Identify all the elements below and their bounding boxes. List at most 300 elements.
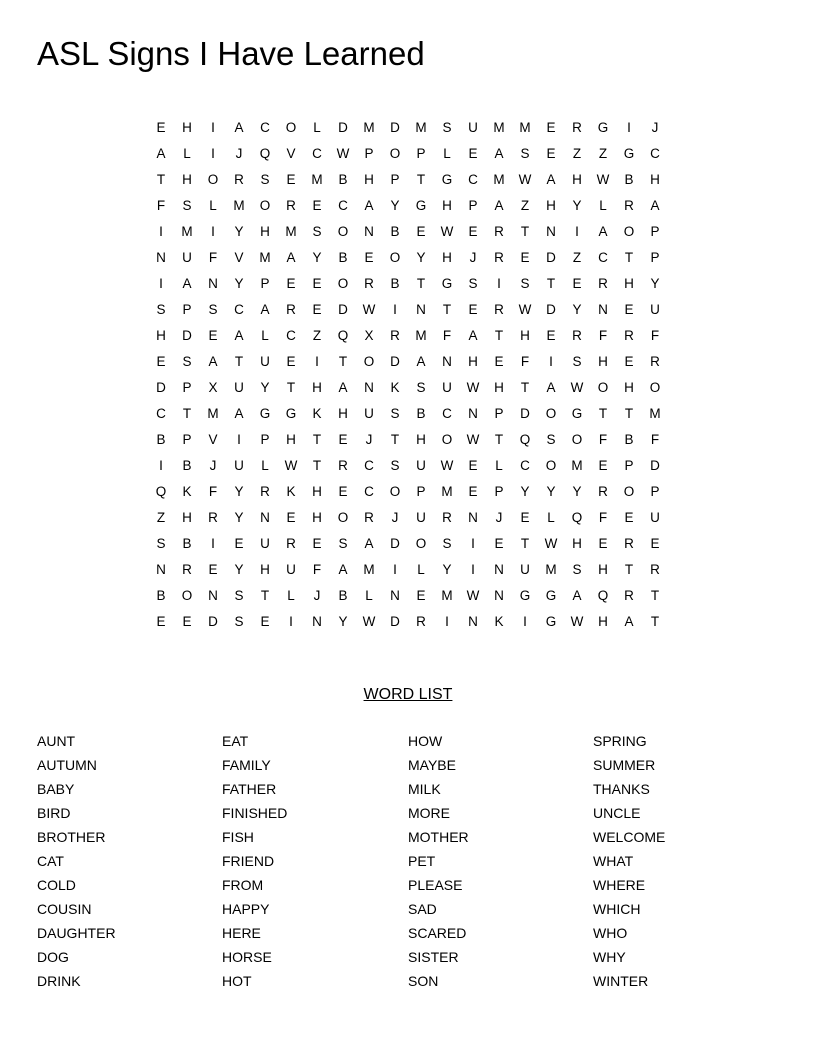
grid-letter: H (598, 614, 608, 629)
grid-letter: J (495, 510, 503, 525)
grid-letter: J (313, 588, 321, 603)
grid-letter: I (393, 302, 397, 317)
grid-letter: Q (519, 432, 531, 447)
grid-letter: E (624, 510, 634, 525)
grid-letter: E (416, 588, 426, 603)
grid-letter: D (520, 406, 530, 421)
grid-letter: N (598, 302, 608, 317)
grid-letter: Y (234, 562, 244, 577)
grid-letter: O (389, 250, 401, 265)
grid-letter: E (624, 354, 634, 369)
word-list-item: PET (408, 853, 436, 869)
grid-letter: O (545, 406, 557, 421)
grid-letter: A (598, 224, 608, 239)
grid-letter: R (182, 562, 192, 577)
word-list-item: SON (408, 973, 439, 989)
grid-letter: N (364, 380, 374, 395)
grid-letter: B (624, 172, 634, 187)
grid-letter: S (416, 380, 426, 395)
grid-letter: E (546, 120, 556, 135)
word-list-item: HORSE (222, 949, 272, 965)
grid-letter: F (598, 432, 608, 447)
grid-letter: D (338, 302, 348, 317)
grid-letter: F (156, 198, 166, 213)
grid-letter: I (211, 146, 215, 161)
grid-letter: H (442, 198, 452, 213)
grid-letter: N (468, 614, 478, 629)
grid-letter: T (624, 562, 634, 577)
grid-letter: R (390, 328, 400, 343)
grid-letter: R (234, 172, 244, 187)
grid-letter: A (182, 276, 192, 291)
grid-letter: I (159, 276, 163, 291)
grid-letter: L (287, 588, 295, 603)
grid-letter: R (650, 562, 660, 577)
word-list-item: FAMILY (222, 757, 271, 773)
grid-letter: H (312, 380, 322, 395)
grid-letter: H (182, 172, 192, 187)
grid-letter: H (598, 562, 608, 577)
grid-letter: Q (571, 510, 583, 525)
grid-letter: D (390, 614, 400, 629)
grid-letter: I (211, 224, 215, 239)
grid-letter: D (390, 536, 400, 551)
word-list-heading: WORD LIST (363, 686, 453, 703)
grid-letter: R (364, 510, 374, 525)
grid-letter: O (259, 198, 271, 213)
grid-letter: M (181, 224, 193, 239)
grid-letter: P (260, 276, 270, 291)
word-list-item: BABY (37, 781, 75, 797)
grid-letter: H (624, 276, 634, 291)
grid-letter: M (363, 120, 375, 135)
word-list-item: SCARED (408, 925, 467, 941)
word-list-item: WHO (593, 925, 628, 941)
grid-letter: W (336, 146, 350, 161)
grid-letter: B (338, 588, 348, 603)
grid-letter: S (468, 276, 478, 291)
grid-letter: I (159, 458, 163, 473)
grid-letter: V (286, 146, 296, 161)
grid-letter: S (182, 198, 192, 213)
grid-letter: W (518, 172, 532, 187)
grid-letter: Z (312, 328, 322, 343)
grid-letter: U (286, 562, 296, 577)
grid-letter: U (234, 458, 244, 473)
grid-letter: T (520, 224, 530, 239)
grid-letter: T (312, 432, 322, 447)
grid-letter: R (260, 484, 270, 499)
grid-letter: S (520, 276, 530, 291)
grid-letter: R (624, 588, 634, 603)
word-list-item: MORE (408, 805, 450, 821)
grid-letter: Y (416, 250, 426, 265)
grid-letter: N (312, 614, 322, 629)
grid-letter: Y (390, 198, 400, 213)
word-list-item: BIRD (37, 805, 71, 821)
grid-letter: B (390, 276, 400, 291)
word-list-item: SPRING (593, 733, 647, 749)
grid-letter: A (234, 328, 244, 343)
grid-letter: R (494, 250, 504, 265)
grid-letter: Z (572, 146, 582, 161)
grid-letter: E (468, 458, 478, 473)
grid-letter: P (650, 484, 660, 499)
grid-letter: X (364, 328, 374, 343)
grid-letter: T (650, 614, 660, 629)
grid-letter: I (627, 120, 631, 135)
grid-letter: D (156, 380, 166, 395)
grid-letter: E (338, 432, 348, 447)
grid-letter: B (156, 588, 166, 603)
word-list-item: SISTER (408, 949, 459, 965)
word-list-item: HOW (408, 733, 443, 749)
word-list-item: WHAT (593, 853, 634, 869)
grid-letter: R (208, 510, 218, 525)
grid-letter: N (156, 250, 166, 265)
grid-letter: N (208, 588, 218, 603)
grid-letter: E (208, 562, 218, 577)
grid-letter: E (208, 328, 218, 343)
grid-letter: Y (572, 484, 582, 499)
grid-letter: T (286, 380, 296, 395)
grid-letter: P (182, 380, 192, 395)
grid-letter: H (494, 380, 504, 395)
word-list-item: EAT (222, 733, 249, 749)
grid-letter: T (494, 432, 504, 447)
grid-letter: I (471, 536, 475, 551)
grid-letter: W (466, 380, 480, 395)
grid-letter: Z (572, 250, 582, 265)
grid-letter: I (393, 562, 397, 577)
grid-letter: E (312, 276, 322, 291)
grid-letter: R (624, 328, 634, 343)
grid-letter: S (442, 120, 452, 135)
grid-letter: A (338, 380, 348, 395)
grid-letter: E (468, 224, 478, 239)
grid-letter: U (234, 380, 244, 395)
grid-letter: N (156, 562, 166, 577)
grid-letter: G (441, 276, 453, 291)
grid-letter: R (598, 484, 608, 499)
grid-letter: Q (155, 484, 167, 499)
grid-letter: O (389, 146, 401, 161)
word-list-item: FINISHED (222, 805, 288, 821)
grid-letter: G (441, 172, 453, 187)
word-list-item: WINTER (593, 973, 649, 989)
grid-letter: P (650, 224, 660, 239)
grid-letter: N (208, 276, 218, 291)
grid-letter: I (315, 354, 319, 369)
grid-letter: M (493, 120, 505, 135)
grid-letter: M (415, 328, 427, 343)
grid-letter: I (211, 536, 215, 551)
grid-letter: H (312, 484, 322, 499)
word-list-item: COLD (37, 877, 76, 893)
grid-letter: M (415, 120, 427, 135)
grid-letter: F (442, 328, 452, 343)
grid-letter: H (520, 328, 530, 343)
grid-letter: T (234, 354, 244, 369)
grid-letter: W (570, 614, 584, 629)
grid-letter: F (312, 562, 322, 577)
grid-letter: O (363, 354, 375, 369)
word-list-item: AUNT (37, 733, 76, 749)
grid-letter: P (390, 172, 400, 187)
grid-letter: O (597, 380, 609, 395)
grid-letter: H (338, 406, 348, 421)
grid-letter: X (208, 380, 218, 395)
grid-letter: L (365, 588, 373, 603)
grid-letter: G (415, 198, 427, 213)
grid-letter: L (547, 510, 555, 525)
grid-letter: R (338, 458, 348, 473)
grid-letter: N (468, 406, 478, 421)
grid-letter: T (624, 406, 634, 421)
grid-letter: S (546, 432, 556, 447)
grid-letter: E (156, 120, 166, 135)
grid-letter: O (545, 458, 557, 473)
grid-letter: S (520, 146, 530, 161)
grid-letter: D (182, 328, 192, 343)
word-list-item: MAYBE (408, 757, 456, 773)
grid-letter: F (650, 432, 660, 447)
grid-letter: M (441, 484, 453, 499)
grid-letter: T (650, 588, 660, 603)
grid-letter: L (599, 198, 607, 213)
grid-letter: L (183, 146, 191, 161)
grid-letter: E (468, 146, 478, 161)
grid-letter: Q (337, 328, 349, 343)
grid-letter: E (364, 250, 374, 265)
grid-letter: A (234, 120, 244, 135)
grid-letter: R (494, 224, 504, 239)
word-list-item: MOTHER (408, 829, 469, 845)
grid-letter: U (468, 120, 478, 135)
grid-letter: Z (598, 146, 608, 161)
grid-letter: O (441, 432, 453, 447)
grid-letter: O (181, 588, 193, 603)
grid-letter: H (416, 432, 426, 447)
grid-letter: L (417, 562, 425, 577)
grid-letter: Y (520, 484, 530, 499)
grid-letter: G (571, 406, 583, 421)
word-list-column (593, 729, 665, 993)
word-list-item: WHERE (593, 877, 646, 893)
grid-letter: E (312, 302, 322, 317)
word-list-item: HOT (222, 973, 252, 989)
grid-letter: E (286, 172, 296, 187)
grid-letter: I (159, 224, 163, 239)
grid-letter: H (156, 328, 166, 343)
grid-letter: T (312, 458, 322, 473)
grid-letter: R (442, 510, 452, 525)
grid-letter: A (208, 354, 218, 369)
word-list-item: HERE (222, 925, 261, 941)
grid-letter: C (650, 146, 660, 161)
word-list-item: WHY (593, 949, 626, 965)
grid-letter: U (364, 406, 374, 421)
grid-letter: H (182, 510, 192, 525)
grid-letter: R (650, 354, 660, 369)
word-list-item: FISH (222, 829, 254, 845)
grid-letter: T (338, 354, 348, 369)
grid-letter: S (312, 224, 322, 239)
grid-letter: N (260, 510, 270, 525)
grid-letter: U (416, 510, 426, 525)
grid-letter: O (623, 224, 635, 239)
letter-grid (148, 115, 668, 635)
grid-letter: E (182, 614, 192, 629)
grid-letter: P (416, 146, 426, 161)
grid-letter: U (260, 354, 270, 369)
grid-letter: E (260, 614, 270, 629)
grid-letter: K (182, 484, 192, 499)
grid-letter: A (546, 380, 556, 395)
grid-letter: E (650, 536, 660, 551)
grid-letter: M (545, 562, 557, 577)
grid-letter: I (237, 432, 241, 447)
grid-letter: K (286, 484, 296, 499)
grid-letter: R (286, 198, 296, 213)
grid-letter: A (286, 250, 296, 265)
grid-letter: E (234, 536, 244, 551)
grid-letter: H (260, 224, 270, 239)
grid-letter: A (494, 146, 504, 161)
grid-letter: R (572, 120, 582, 135)
grid-letter: A (494, 198, 504, 213)
grid-letter: P (494, 406, 504, 421)
grid-letter: Q (259, 146, 271, 161)
grid-letter: A (416, 354, 426, 369)
grid-letter: S (156, 302, 166, 317)
grid-letter: W (518, 302, 532, 317)
word-list-item: HAPPY (222, 901, 270, 917)
grid-letter: V (208, 432, 218, 447)
grid-letter: G (545, 588, 557, 603)
grid-letter: I (471, 562, 475, 577)
grid-letter: G (259, 406, 271, 421)
grid-letter: R (598, 276, 608, 291)
grid-letter: T (598, 406, 608, 421)
grid-letter: D (650, 458, 660, 473)
grid-letter: S (234, 614, 244, 629)
word-list-item: MILK (408, 781, 441, 797)
grid-letter: Y (312, 250, 322, 265)
grid-letter: C (234, 302, 244, 317)
grid-letter: J (651, 120, 659, 135)
grid-letter: U (182, 250, 192, 265)
grid-letter: P (624, 458, 634, 473)
grid-letter: P (364, 146, 374, 161)
word-list-item: DAUGHTER (37, 925, 116, 941)
grid-letter: T (416, 276, 426, 291)
grid-letter: T (416, 172, 426, 187)
grid-letter: F (208, 484, 218, 499)
grid-letter: C (312, 146, 322, 161)
grid-letter: W (362, 614, 376, 629)
grid-letter: A (572, 588, 582, 603)
grid-letter: H (598, 354, 608, 369)
grid-letter: P (182, 302, 192, 317)
grid-letter: A (546, 172, 556, 187)
grid-letter: K (312, 406, 322, 421)
grid-letter: C (338, 198, 348, 213)
grid-letter: I (211, 120, 215, 135)
grid-letter: A (260, 302, 270, 317)
grid-letter: N (416, 302, 426, 317)
grid-letter: O (285, 120, 297, 135)
grid-letter: E (338, 484, 348, 499)
grid-letter: M (259, 250, 271, 265)
grid-letter: O (337, 224, 349, 239)
grid-letter: S (442, 536, 452, 551)
grid-letter: Y (338, 614, 348, 629)
page-title: ASL Signs I Have Learned (37, 35, 425, 72)
grid-letter: E (494, 354, 504, 369)
grid-letter: H (442, 250, 452, 265)
grid-letter: M (441, 588, 453, 603)
grid-letter: Y (442, 562, 452, 577)
grid-letter: Z (520, 198, 530, 213)
grid-letter: E (520, 510, 530, 525)
grid-letter: N (546, 224, 556, 239)
grid-letter: D (338, 120, 348, 135)
grid-letter: E (546, 328, 556, 343)
grid-letter: H (182, 120, 192, 135)
grid-letter: E (520, 250, 530, 265)
grid-letter: U (260, 536, 270, 551)
grid-letter: K (390, 380, 400, 395)
grid-letter: T (182, 406, 192, 421)
grid-letter: Y (572, 198, 582, 213)
grid-letter: S (572, 354, 582, 369)
grid-letter: A (624, 614, 634, 629)
grid-letter: I (497, 276, 501, 291)
grid-letter: F (598, 328, 608, 343)
grid-letter: E (286, 276, 296, 291)
grid-letter: H (312, 510, 322, 525)
grid-letter: R (364, 276, 374, 291)
grid-letter: N (364, 224, 374, 239)
grid-letter: C (156, 406, 166, 421)
grid-letter: D (208, 614, 218, 629)
grid-letter: C (260, 120, 270, 135)
grid-letter: V (234, 250, 244, 265)
grid-letter: W (596, 172, 610, 187)
grid-letter: H (546, 198, 556, 213)
grid-letter: R (286, 536, 296, 551)
grid-letter: N (390, 588, 400, 603)
grid-letter: B (182, 458, 192, 473)
grid-letter: W (466, 588, 480, 603)
grid-letter: M (519, 120, 531, 135)
grid-letter: G (623, 146, 635, 161)
grid-letter: D (546, 302, 556, 317)
grid-letter: Z (156, 510, 166, 525)
grid-letter: G (519, 588, 531, 603)
word-list-item: PLEASE (408, 877, 463, 893)
grid-letter: C (442, 406, 452, 421)
grid-letter: U (442, 380, 452, 395)
word-list-item: THANKS (593, 781, 650, 797)
grid-letter: H (572, 172, 582, 187)
grid-letter: O (649, 380, 661, 395)
grid-letter: E (572, 276, 582, 291)
word-list-column (37, 729, 116, 993)
grid-letter: D (390, 354, 400, 369)
grid-letter: M (571, 458, 583, 473)
